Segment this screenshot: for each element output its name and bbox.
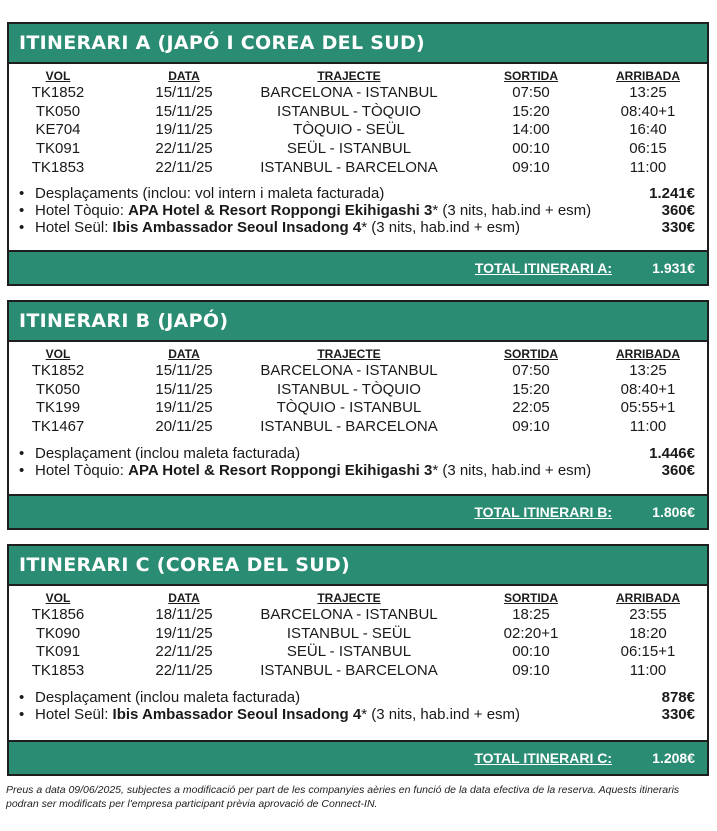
cell-sortida: 18:25	[512, 606, 550, 623]
cost-price: 330€	[661, 219, 695, 237]
hotel-name: APA Hotel & Resort Roppongi Ekihigashi 3	[128, 461, 433, 479]
cell-data: 15/11/25	[155, 84, 213, 101]
column-header-vol: VOL	[45, 347, 71, 361]
cell-arribada: 11:00	[629, 418, 667, 436]
cell-data: 20/11/25	[155, 418, 213, 436]
cell-trajecte: ISTANBUL - TÒQUIO	[277, 102, 421, 120]
cell-arribada: 05:55+1	[620, 399, 676, 417]
cost-item	[9, 202, 707, 219]
itinerary-title: ITINERARI C (COREA DEL SUD)	[9, 546, 707, 586]
table-row	[9, 399, 707, 418]
table-row	[9, 625, 707, 644]
hotel-details: * (3 nits, hab.ind + esm)	[432, 202, 592, 220]
cell-data: 15/11/25	[155, 102, 213, 120]
cell-arribada: 06:15+1	[620, 643, 676, 661]
cell-vol: TK1852	[31, 362, 85, 379]
cell-arribada: 16:40	[629, 121, 667, 139]
table-row	[9, 84, 707, 103]
cell-sortida: 09:10	[512, 662, 550, 680]
cost-item	[9, 185, 707, 202]
total-label: TOTAL ITINERARI A:	[474, 260, 612, 276]
column-header-vol: VOL	[45, 69, 71, 83]
itinerary-c	[7, 544, 709, 776]
cell-sortida: 22:05	[512, 399, 550, 417]
table-header	[9, 590, 707, 606]
cost-item	[9, 689, 707, 706]
column-header-trajecte: TRAJECTE	[317, 69, 381, 83]
column-header-data: DATA	[168, 69, 200, 83]
cell-data: 19/11/25	[155, 121, 213, 139]
column-header-vol: VOL	[45, 591, 71, 605]
column-header-trajecte: TRAJECTE	[317, 591, 381, 605]
cell-vol: TK050	[35, 102, 81, 120]
cell-trajecte: ISTANBUL - TÒQUIO	[277, 380, 421, 398]
cell-arribada: 08:40+1	[620, 380, 676, 398]
column-header-arribada: ARRIBADA	[616, 347, 680, 361]
cell-arribada: 11:00	[629, 662, 667, 680]
cell-vol: TK1853	[31, 158, 85, 176]
cost-list	[9, 689, 707, 723]
cell-trajecte: TÒQUIO - SEÜL	[293, 121, 405, 139]
total-bar	[9, 740, 707, 774]
hotel-name: Ibis Ambassador Seoul Insadong 4	[112, 705, 362, 723]
table-row	[9, 159, 707, 178]
cell-trajecte: BARCELONA - ISTANBUL	[260, 84, 438, 101]
cell-trajecte: SEÜL - ISTANBUL	[286, 140, 412, 158]
cost-description: Desplaçament (inclou maleta facturada)	[35, 444, 301, 462]
total-value: 1.931€	[652, 260, 695, 276]
cell-data: 22/11/25	[155, 140, 213, 158]
cost-list	[9, 445, 707, 479]
itinerary-title: ITINERARI B (JAPÓ)	[9, 302, 707, 342]
cell-data: 19/11/25	[155, 399, 213, 417]
cell-trajecte: SEÜL - ISTANBUL	[286, 643, 412, 661]
column-header-arribada: ARRIBADA	[616, 591, 680, 605]
total-label: TOTAL ITINERARI B:	[474, 504, 612, 520]
hotel-name: Ibis Ambassador Seoul Insadong 4	[112, 219, 362, 237]
cell-sortida: 00:10	[512, 643, 550, 661]
cell-arribada: 13:25	[629, 84, 667, 101]
cell-trajecte: ISTANBUL - SEÜL	[286, 624, 412, 642]
flights-table	[9, 346, 707, 437]
cell-vol: TK091	[35, 140, 81, 158]
cell-data: 15/11/25	[155, 362, 213, 379]
column-header-data: DATA	[168, 591, 200, 605]
cell-vol: KE704	[35, 121, 81, 139]
table-row	[9, 381, 707, 400]
cell-vol: TK1856	[31, 606, 85, 623]
cell-data: 15/11/25	[155, 380, 213, 398]
cell-sortida: 09:10	[512, 418, 550, 436]
hotel-name: APA Hotel & Resort Roppongi Ekihigashi 3	[128, 202, 433, 220]
cost-price: 360€	[661, 202, 695, 220]
cell-trajecte: ISTANBUL - BARCELONA	[260, 158, 438, 176]
flights-table	[9, 68, 707, 177]
table-header	[9, 68, 707, 84]
table-row	[9, 103, 707, 122]
hotel-details: * (3 nits, hab.ind + esm)	[432, 461, 592, 479]
cell-data: 22/11/25	[155, 643, 213, 661]
total-bar	[9, 494, 707, 528]
cell-arribada: 13:25	[629, 362, 667, 379]
cost-price: 330€	[661, 705, 695, 723]
itinerary-title: ITINERARI A (JAPÓ I COREA DEL SUD)	[9, 24, 707, 64]
total-value: 1.806€	[652, 504, 695, 520]
cell-arribada: 11:00	[629, 158, 667, 176]
cell-arribada: 18:20	[629, 624, 667, 642]
cell-sortida: 07:50	[512, 84, 550, 101]
column-header-arribada: ARRIBADA	[616, 69, 680, 83]
cell-sortida: 07:50	[512, 362, 550, 379]
cell-arribada: 08:40+1	[620, 102, 676, 120]
total-bar	[9, 250, 707, 284]
cost-price: 360€	[661, 461, 695, 479]
cell-vol: TK091	[35, 643, 81, 661]
table-row	[9, 643, 707, 662]
cost-item	[9, 219, 707, 236]
table-row	[9, 662, 707, 681]
cost-description: Hotel Seül:	[35, 219, 113, 237]
cost-item	[9, 462, 707, 479]
cell-trajecte: ISTANBUL - BARCELONA	[260, 662, 438, 680]
total-label: TOTAL ITINERARI C:	[474, 750, 612, 766]
hotel-details: * (3 nits, hab.ind + esm)	[361, 705, 521, 723]
cell-sortida: 02:20+1	[503, 624, 559, 642]
cell-vol: TK1853	[31, 662, 85, 680]
cell-trajecte: BARCELONA - ISTANBUL	[260, 362, 438, 379]
cost-price: 878€	[661, 688, 695, 706]
column-header-sortida: SORTIDA	[504, 69, 558, 83]
table-row	[9, 362, 707, 381]
cell-vol: TK1852	[31, 84, 85, 101]
cell-sortida: 00:10	[512, 140, 550, 158]
cost-description: Hotel Tòquio:	[35, 461, 129, 479]
column-header-data: DATA	[168, 347, 200, 361]
cost-price: 1.446€	[649, 444, 695, 462]
total-value: 1.208€	[652, 750, 695, 766]
cell-data: 18/11/25	[155, 606, 213, 623]
hotel-details: * (3 nits, hab.ind + esm)	[361, 219, 521, 237]
cost-description: Desplaçaments (inclou: vol intern i maleta facturada)	[35, 185, 385, 203]
cell-vol: TK199	[35, 399, 81, 417]
itinerary-b	[7, 300, 709, 530]
cell-arribada: 06:15	[629, 140, 667, 158]
cell-vol: TK090	[35, 624, 81, 642]
column-header-sortida: SORTIDA	[504, 347, 558, 361]
cell-vol: TK1467	[31, 418, 85, 436]
itinerary-a	[7, 22, 709, 286]
cell-trajecte: ISTANBUL - BARCELONA	[260, 418, 438, 436]
cell-sortida: 09:10	[512, 158, 550, 176]
cell-sortida: 14:00	[512, 121, 550, 139]
flights-table	[9, 590, 707, 681]
cost-item	[9, 445, 707, 462]
cost-price: 1.241€	[649, 185, 695, 203]
cost-description: Desplaçament (inclou maleta facturada)	[35, 688, 301, 706]
table-header	[9, 346, 707, 362]
cost-item	[9, 706, 707, 723]
cell-trajecte: TÒQUIO - ISTANBUL	[276, 399, 422, 417]
table-row	[9, 418, 707, 437]
cell-arribada: 23:55	[629, 606, 667, 623]
column-header-trajecte: TRAJECTE	[317, 347, 381, 361]
cell-data: 22/11/25	[155, 158, 213, 176]
cell-trajecte: BARCELONA - ISTANBUL	[260, 606, 438, 623]
cell-sortida: 15:20	[512, 380, 550, 398]
cell-sortida: 15:20	[512, 102, 550, 120]
table-row	[9, 606, 707, 625]
column-header-sortida: SORTIDA	[504, 591, 558, 605]
table-row	[9, 121, 707, 140]
table-row	[9, 140, 707, 159]
footer-note: Preus a data 09/06/2025, subjectes a modificació per part de les companyies aèries en funció de la data efectiva de la reserva. Aquests itineraris podran ser modificats per l'empresa participant prèvia aprovació de Connect-IN.	[6, 784, 680, 810]
cost-description: Hotel Seül:	[35, 705, 113, 723]
cell-data: 19/11/25	[155, 624, 213, 642]
cost-list	[9, 185, 707, 236]
cell-vol: TK050	[35, 380, 81, 398]
cost-description: Hotel Tòquio:	[35, 202, 129, 220]
cell-data: 22/11/25	[155, 662, 213, 680]
